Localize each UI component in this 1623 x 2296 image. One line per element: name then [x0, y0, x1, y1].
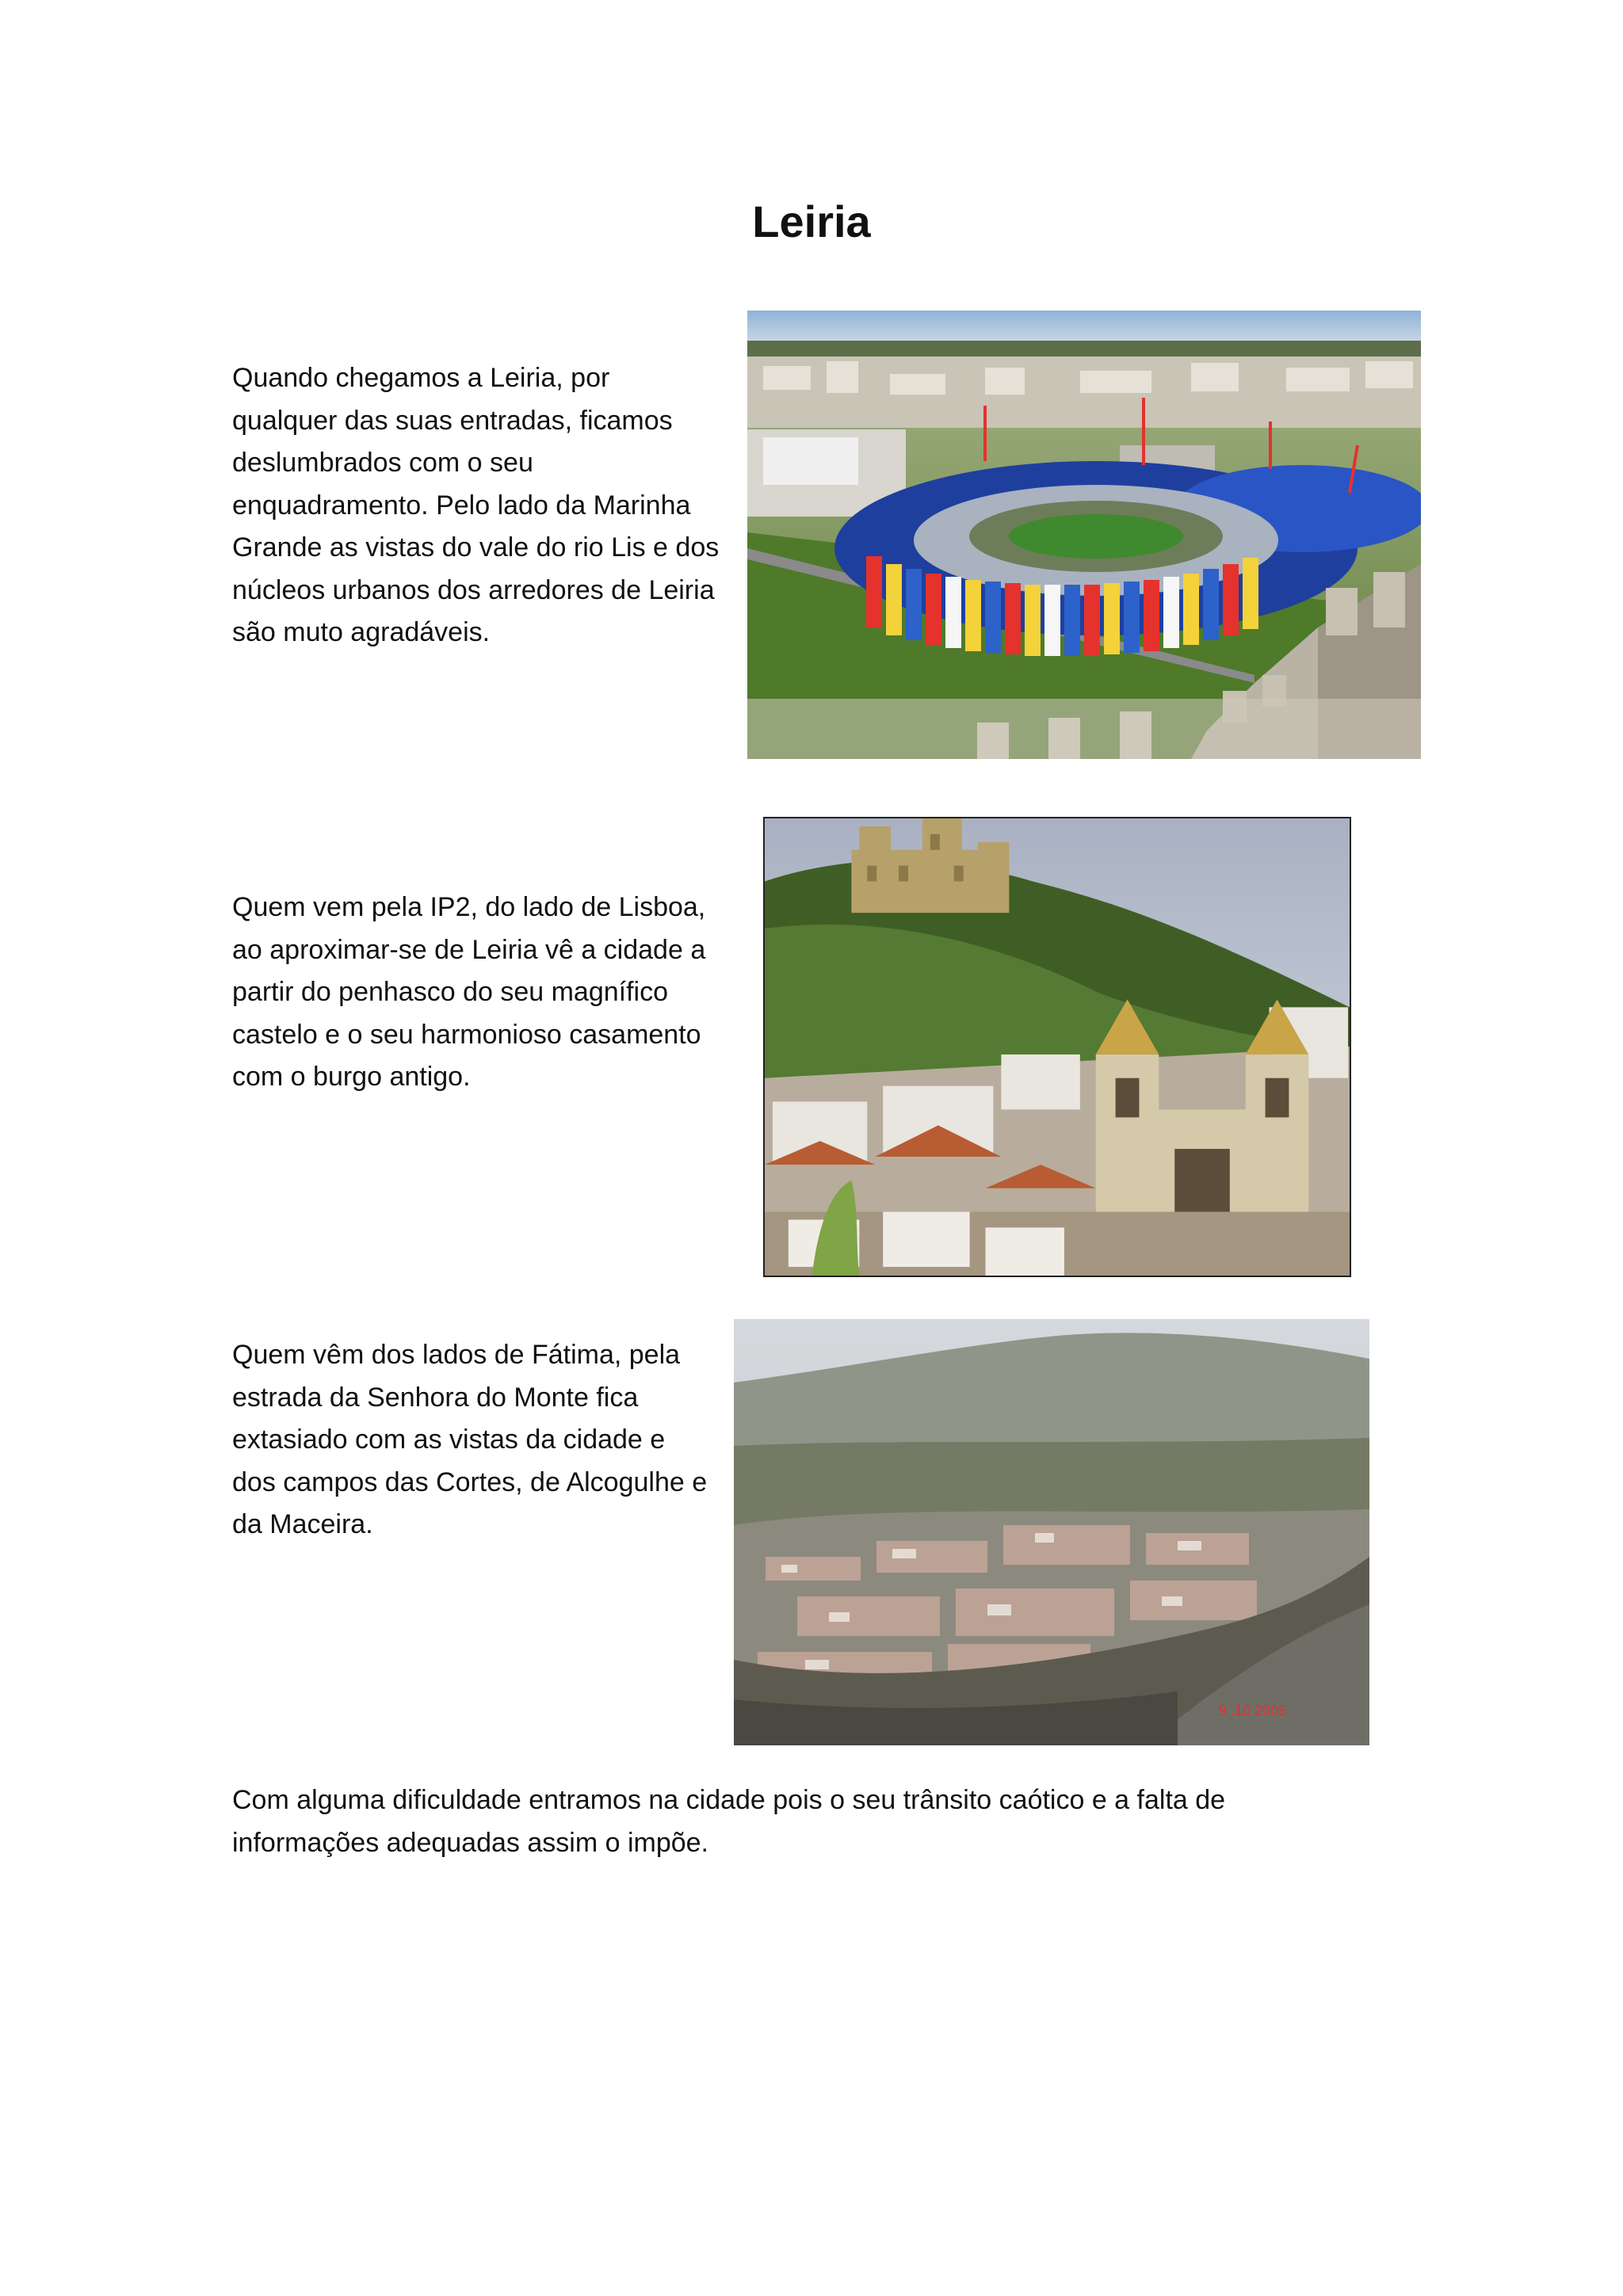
- svg-text:9 .10 2005: 9 .10 2005: [1219, 1703, 1287, 1718]
- paragraph-fatima: Quem vêm dos lados de Fátima, pela estrada da Senhora do Monte fica extasiado com as vistas da cidade e dos campos das Cortes, de Alcogulhe e da Maceira.: [232, 1340, 708, 1539]
- castle-hill-photo: [763, 817, 1351, 1277]
- paragraph-marinha-grande: Quando chegamos a Leiria, por qualquer das suas entradas, ficamos deslumbrados com o seu enquadramento. Pelo lado da Marinha Grande as vistas do vale do rio Lis e dos núcleos urbanos dos arredores de Leiria são muto agradáveis.: [232, 363, 720, 647]
- paragraph-conclusion: Com alguma dificuldade entramos na cidade pois o seu trânsito caótico e a falta de informações adequadas assim o impõe.: [232, 1785, 1226, 1858]
- city-valley-photo: [734, 1319, 1369, 1745]
- page-title: Leiria: [752, 196, 871, 246]
- stadium-aerial-photo: [747, 311, 1421, 759]
- paragraph-ip2-lisboa: Quem vem pela IP2, do lado de Lisboa, ao aproximar-se de Leiria vê a cidade a partir do penhasco do seu magnífico castelo e o seu harmonioso casamento com o burgo antigo.: [232, 892, 706, 1092]
